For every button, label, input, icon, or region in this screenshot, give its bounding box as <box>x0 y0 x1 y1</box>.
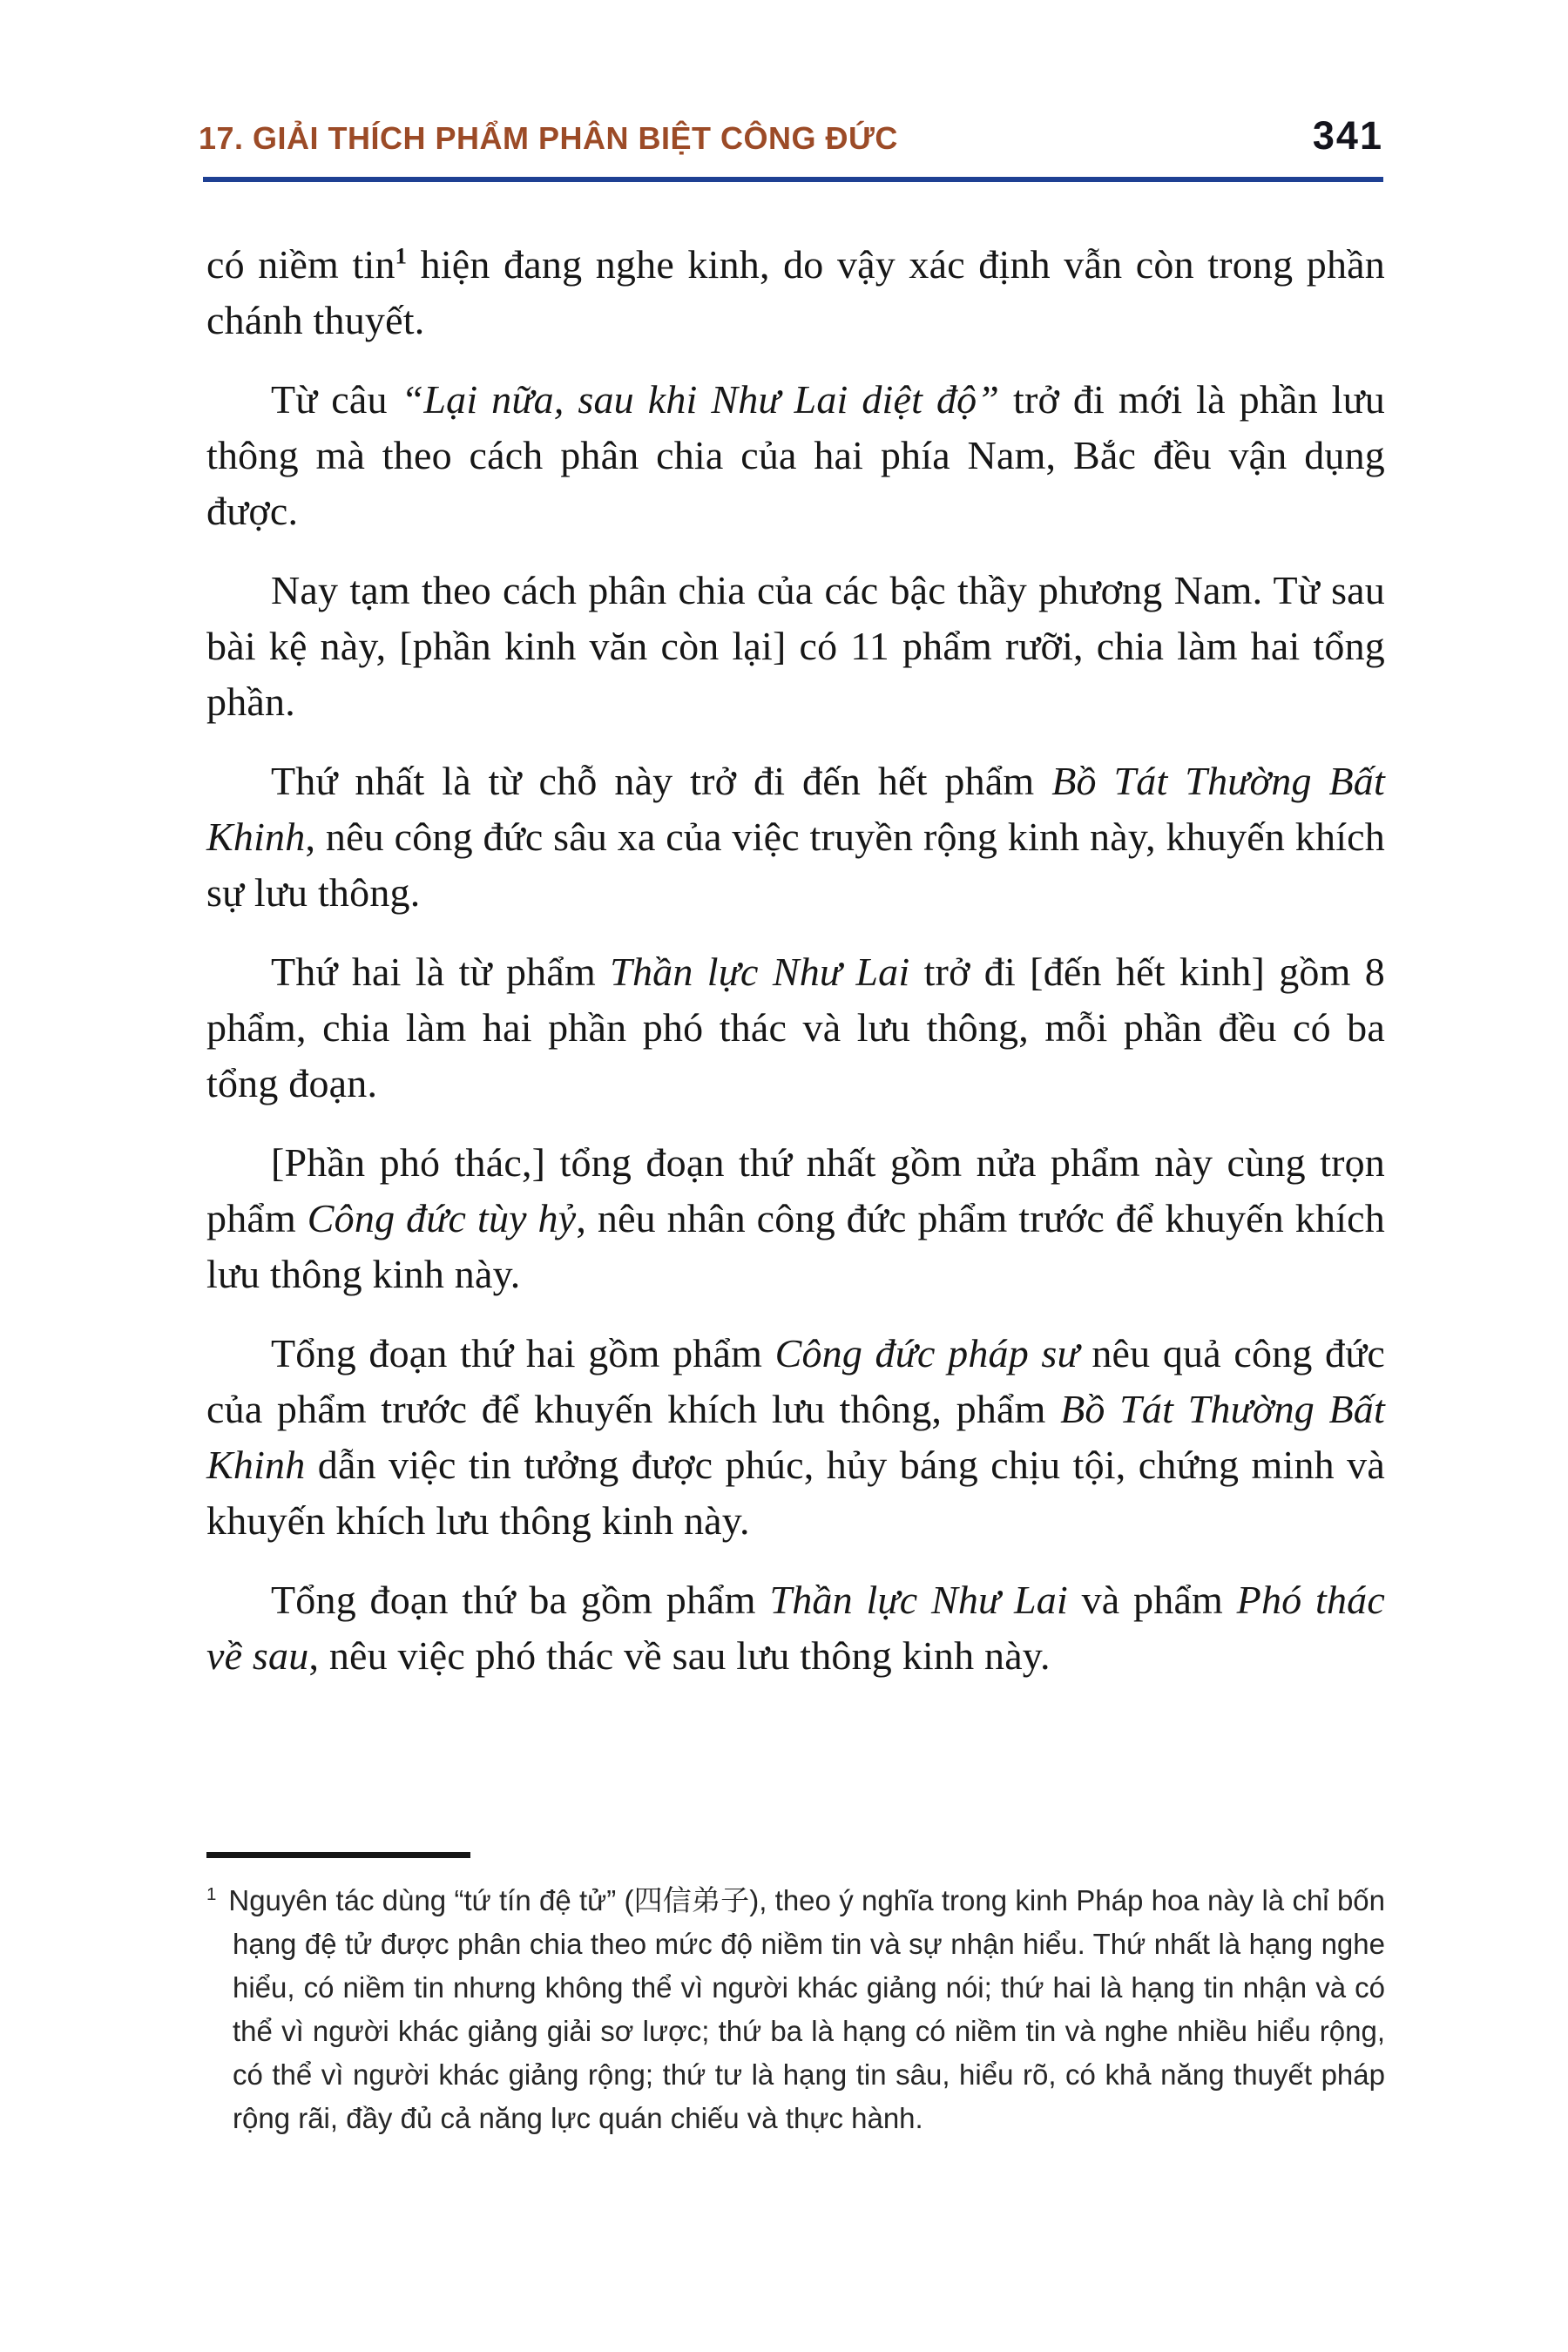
italic-run: Thần lực Như Lai <box>769 1578 1068 1622</box>
footnote-block <box>206 1852 1385 2140</box>
paragraph <box>206 944 1385 1112</box>
text-run: Nay tạm theo cách phân chia của các bậc thầy phương Nam. Từ sau bài kệ này, [phần kinh văn còn lại] có 11 phẩm rưỡi, chia làm hai tổng phần. <box>206 568 1385 724</box>
paragraph <box>206 563 1385 730</box>
text-run: Thứ hai là từ phẩm <box>271 950 611 994</box>
footnote-text <box>206 1879 1385 2140</box>
text-run: và phẩm <box>1067 1578 1237 1622</box>
paragraph <box>206 1326 1385 1549</box>
footnote-content <box>228 1884 1385 2134</box>
text-run: , nêu nhân công đức phẩm trước để khuyến khích lưu thông kinh này. <box>206 1196 1385 1296</box>
text-run: hiện đang nghe kinh, do vậy xác định vẫn còn trong phần chánh thuyết. <box>206 242 1385 342</box>
footnote-marker: 1 <box>206 1884 217 1904</box>
page-number: 341 <box>1312 113 1383 158</box>
text-run: Thứ nhất là từ chỗ này trở đi đến hết phẩm <box>271 759 1052 803</box>
page-header <box>199 113 1383 159</box>
header-divider-rule <box>203 177 1383 182</box>
italic-run: Công đức tùy hỷ <box>307 1196 577 1240</box>
paragraph <box>206 1135 1385 1302</box>
paragraph <box>206 372 1385 539</box>
footnote-divider-rule <box>206 1852 470 1858</box>
text-run: nêu quả công đức của phẩm trước để khuyến khích lưu thông, phẩm <box>206 1331 1385 1431</box>
text-run: [Phần phó thác,] tổng đoạn thứ nhất gồm nửa phẩm này cùng trọn phẩm <box>206 1140 1385 1240</box>
text-run: , nêu công đức sâu xa của việc truyền rộng kinh này, khuyến khích sự lưu thông. <box>206 814 1385 915</box>
text-run: có niềm tin <box>206 242 395 287</box>
italic-run: Công đức pháp sư <box>774 1331 1079 1375</box>
italic-run: “Lại nữa, sau khi Như Lai diệt độ” <box>401 377 1000 422</box>
text-run: , nêu việc phó thác về sau lưu thông kinh này. <box>308 1633 1051 1678</box>
superscript-ref: 1 <box>395 242 408 269</box>
text-run: Từ câu <box>271 377 402 422</box>
text-run: Tổng đoạn thứ hai gồm phẩm <box>271 1331 775 1375</box>
running-head-title: 17. GIẢI THÍCH PHẨM PHÂN BIỆT CÔNG ĐỨC <box>199 120 898 156</box>
italic-run: Bồ Tát Thường Bất Khinh <box>206 1387 1385 1487</box>
paragraph <box>206 754 1385 921</box>
italic-run: Thần lực Như Lai <box>610 950 910 994</box>
text-run: Nguyên tác dùng “tứ tín đệ tử” (四信弟子), theo ý nghĩa trong kinh Pháp hoa này là chỉ bốn hạng đệ tử được phân chia theo mức độ niềm tin và sự nhận hiểu. Thứ nhất là hạng nghe hiểu, có niềm tin nhưng không thể vì người khác giảng nói; thứ hai là hạng tin nhận và có thể vì người khác giảng giải sơ lược; thứ ba là hạng có niềm tin và nghe nhiều hiểu rộng, có thể vì người khác giảng rộng; thứ tư là hạng tin sâu, hiểu rõ, có khả năng thuyết pháp rộng rãi, đầy đủ cả năng lực quán chiếu và thực hành. <box>228 1884 1385 2134</box>
text-run: trở đi [đến hết kinh] gồm 8 phẩm, chia làm hai phần phó thác và lưu thông, mỗi phần đều có ba tổng đoạn. <box>206 950 1386 1105</box>
text-run: trở đi mới là phần lưu thông mà theo cách phân chia của hai phía Nam, Bắc đều vận dụng được. <box>206 377 1385 533</box>
paragraph <box>206 237 1385 348</box>
italic-run: Bồ Tát Thường Bất Khinh <box>206 759 1385 859</box>
italic-run: Phó thác về sau <box>206 1578 1386 1678</box>
body-paragraphs <box>206 237 1385 1707</box>
text-run: Tổng đoạn thứ ba gồm phẩm <box>271 1578 770 1622</box>
text-run: dẫn việc tin tưởng được phúc, hủy báng chịu tội, chứng minh và khuyến khích lưu thông kinh này. <box>206 1443 1385 1543</box>
paragraph <box>206 1572 1385 1684</box>
